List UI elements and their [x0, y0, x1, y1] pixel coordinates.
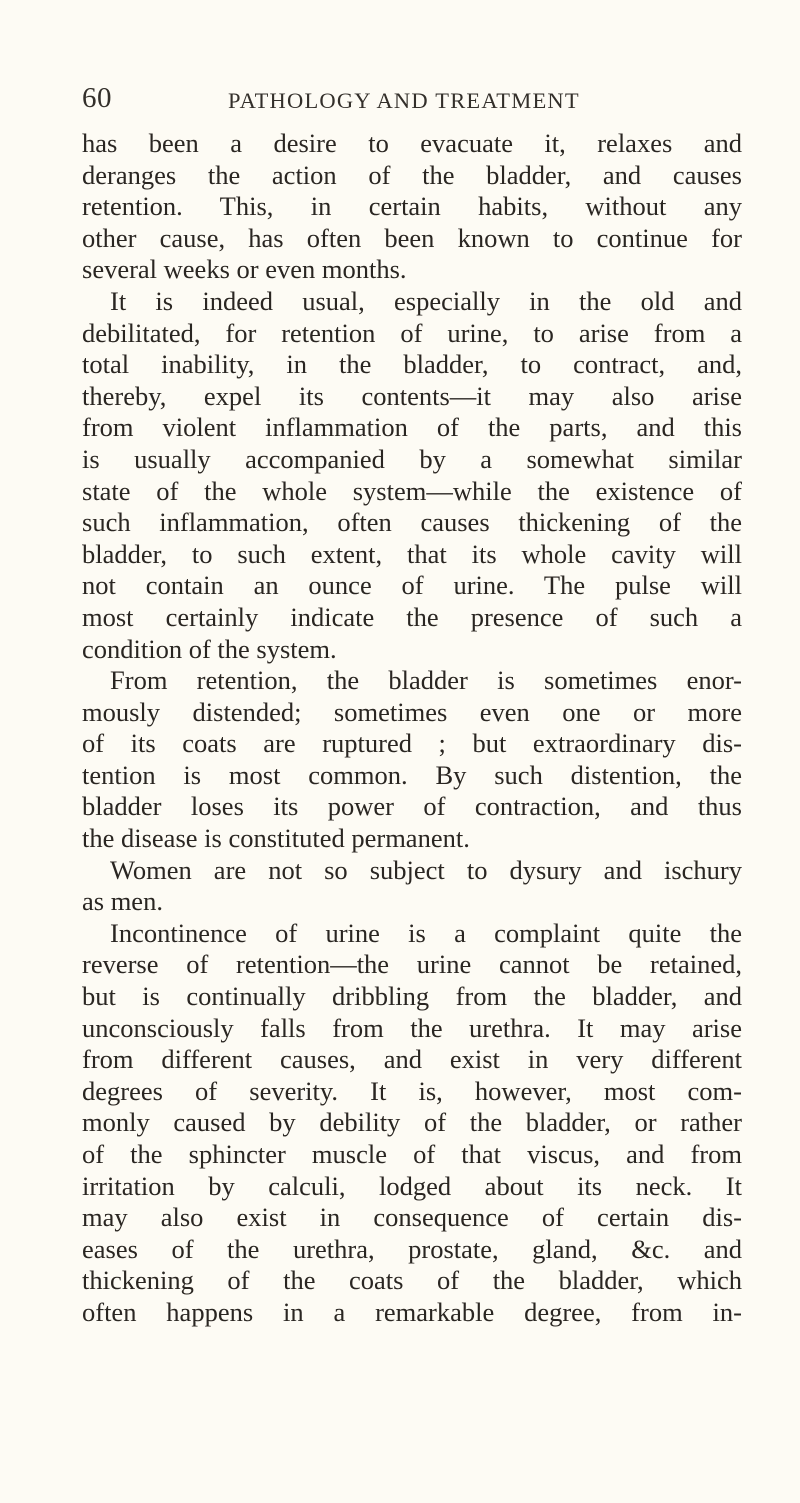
text-line: It is indeed usual, especially in the old and	[110, 285, 742, 316]
text-line: but is continually dribbling from the bladder, and	[82, 981, 742, 1012]
text-line: monly caused by debility of the bladder, or rather	[82, 1107, 742, 1138]
text-line: other cause, has often been known to continue for	[82, 222, 742, 253]
page-number: 60	[82, 82, 112, 114]
text-line: bladder, to such extent, that its whole cavity will	[82, 538, 742, 569]
text-line: degrees of severity. It is, however, most com-	[82, 1075, 742, 1106]
text-line: unconsciously falls from the urethra. It may arise	[82, 1012, 742, 1043]
text-line: condition of the system.	[82, 633, 337, 664]
text-line: not contain an ounce of urine. The pulse will	[82, 570, 742, 601]
text-line: irritation by calculi, lodged about its neck. It	[82, 1170, 742, 1201]
text-line: bladder loses its power of contraction, and thus	[82, 791, 742, 822]
text-line: mously distended; sometimes even one or more	[82, 696, 742, 727]
text-line: retention. This, in certain habits, without any	[82, 191, 742, 222]
text-line: deranges the action of the bladder, and causes	[82, 159, 742, 190]
text-line: has been a desire to evacuate it, relaxes and	[82, 128, 742, 158]
text-line: from violent inflammation of the parts, and this	[82, 412, 742, 443]
page-header	[82, 82, 742, 122]
text-line: tention is most common. By such distention, the	[82, 759, 742, 790]
text-line: as men.	[82, 886, 163, 917]
text-line: thickening of the coats of the bladder, which	[82, 1265, 742, 1296]
text-line: Women are not so subject to dysury and ischury	[110, 854, 742, 885]
text-line: such inflammation, often causes thickening of the	[82, 507, 742, 538]
text-line: may also exist in consequence of certain dis-	[82, 1202, 742, 1233]
text-line: most certainly indicate the presence of such a	[82, 601, 742, 632]
text-line: is usually accompanied by a somewhat similar	[82, 443, 742, 474]
text-line: state of the whole system—while the existence of	[82, 475, 742, 506]
text-line: the disease is constituted permanent.	[82, 823, 470, 854]
text-line: often happens in a remarkable degree, from in-	[82, 1296, 742, 1327]
text-line: Incontinence of urine is a complaint quite the	[110, 917, 742, 948]
text-line: eases of the urethra, prostate, gland, &c. and	[82, 1233, 742, 1264]
text-line: of the sphincter muscle of that viscus, and from	[82, 1139, 742, 1169]
text-line: several weeks or even months.	[82, 254, 407, 285]
text-line: from different causes, and exist in very different	[82, 1044, 742, 1075]
running-head: PATHOLOGY AND TREATMENT	[228, 88, 580, 113]
text-line: total inability, in the bladder, to contract, and,	[82, 349, 742, 380]
text-line: thereby, expel its contents—it may also arise	[82, 380, 742, 411]
body-text	[82, 128, 742, 1329]
text-line: of its coats are ruptured ; but extraordinary dis-	[82, 728, 742, 759]
text-line: reverse of retention—the urine cannot be retained,	[82, 949, 742, 980]
text-line: From retention, the bladder is sometimes enor-	[110, 665, 742, 696]
text-line: debilitated, for retention of urine, to arise from a	[82, 317, 742, 348]
